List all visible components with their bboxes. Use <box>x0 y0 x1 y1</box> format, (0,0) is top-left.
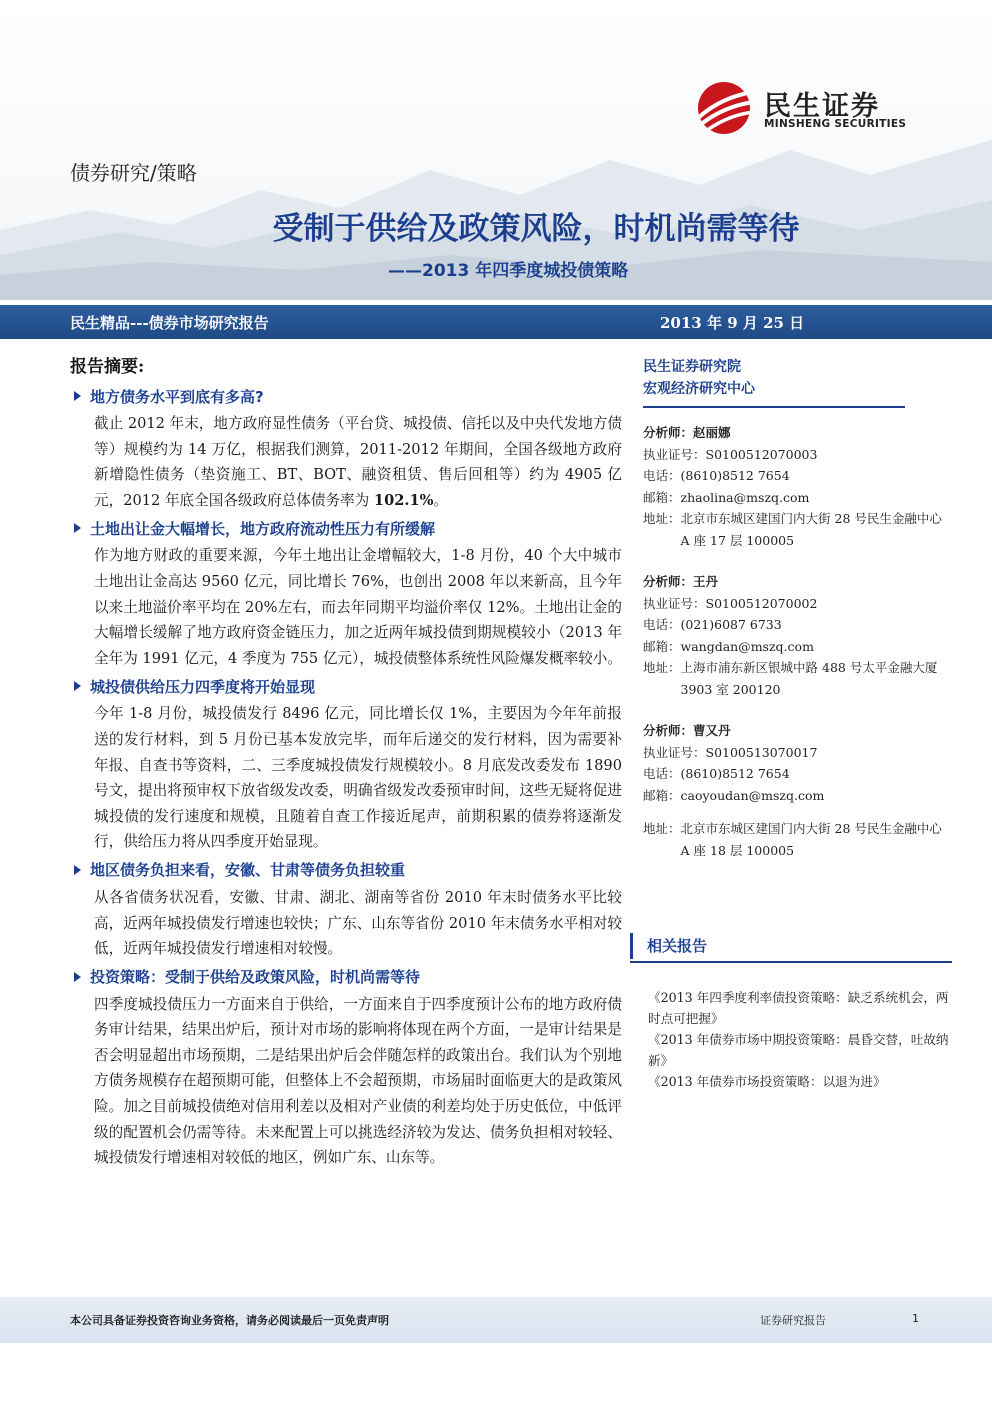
page-number: 1 <box>912 1312 919 1325</box>
report-header <box>0 0 992 300</box>
section-heading-text: 城投债供给压力四季度将开始显现 <box>90 677 316 696</box>
related-reports-title: 相关报告 <box>630 933 952 959</box>
related-report-link[interactable]: 《2013 年债券市场投资策略：以退为进》 <box>648 1074 886 1089</box>
section-heading <box>74 673 622 699</box>
section-heading-text: 土地出让金大幅增长，地方政府流动性压力有所缓解 <box>90 519 436 538</box>
mountain-background <box>0 0 992 300</box>
analyst-email: 邮箱：zhaolina@mszq.com <box>643 489 810 505</box>
analyst-name-row <box>643 571 943 593</box>
report-subtitle: ——2013 年四季度城投债策略 <box>388 261 629 281</box>
related-report-link[interactable]: 《2013 年四季度利率债投资策略：缺乏系统机会，两时点可把握》 <box>648 990 949 1026</box>
analyst-name-row <box>643 720 943 742</box>
report-title: 受制于供给及政策风险，时机尚需等待 <box>272 211 800 247</box>
logo-text-cn: 民生证券 <box>764 91 880 122</box>
address-label: 地址： <box>643 821 681 836</box>
analyst-address: 北京市东城区建国门内大街 28 号民生金融中心 A 座 18 层 100005 <box>680 821 942 858</box>
analyst-label: 分析师： <box>643 574 694 589</box>
analyst-name: 曹又丹 <box>693 723 731 738</box>
related-report-link[interactable]: 《2013 年债券市场中期投资策略：晨昏交替，吐故纳新》 <box>648 1032 949 1068</box>
analyst-name: 赵丽娜 <box>693 425 731 440</box>
report-category: 债券研究/策略 <box>70 161 197 185</box>
analyst-phone: 电话：(021)6087 6733 <box>643 617 782 632</box>
section-paragraph: 今年 1-8 月份，城投债发行 8496 亿元，同比增长仅 1%，主要因为今年年前报送的发行材料，到 5 月份已基本发放完毕，而年后递交的发行材料，因为需要补年报、自查书等资料，二、三季度城投债发行规模较小。8 月底发改委发布 1890 号文，提出将预审权下放省级发改委，明确省级发改委预审时间，这些无疑将促进城投债的发行速度和规模，且随着自查工作接近尾声，前期积累的债券将逐渐发行，供给压力将从四季度开始显现。 <box>94 705 622 851</box>
section-heading-text: 地方债务水平到底有多高? <box>90 387 264 406</box>
arrow-bullet-icon <box>74 391 81 401</box>
report-summary <box>70 352 622 1173</box>
arrow-bullet-icon <box>74 681 81 691</box>
section-paragraph: 作为地方财政的重要来源，今年土地出让金增幅较大，1-8 月份，40 个大中城市土地出让金高达 9560 亿元，同比增长 76%，也创出 2008 年以来新高，且今年以来土地溢价率平均在 20%左右，而去年同期平均溢价率仅 12%。土地出让金的大幅增长缓解了地方政府资金链压力，加之近两年城投债到期规模较小（2013 年全年为 1991 亿元，4 季度为 755 亿元），城投债整体系统性风险爆发概率较小。 <box>94 547 622 667</box>
institute-name: 民生证券研究院 <box>643 359 741 375</box>
address-label: 地址： <box>643 511 681 526</box>
sidebar-divider <box>643 406 905 408</box>
section-heading <box>74 857 622 883</box>
analyst-cert: 执业证号：S0100513070017 <box>643 744 818 760</box>
arrow-bullet-icon <box>74 523 81 533</box>
section-heading <box>74 515 622 541</box>
analyst-email: 邮箱：wangdan@mszq.com <box>643 638 814 654</box>
analyst-phone: 电话：(8610)8512 7654 <box>643 468 790 483</box>
analyst-name: 王丹 <box>693 574 719 589</box>
summary-title: 报告摘要: <box>70 357 145 377</box>
arrow-bullet-icon <box>74 865 81 875</box>
arrow-bullet-icon <box>74 972 81 982</box>
section-heading-text: 地区债务负担来看，安徽、甘肃等债务负担较重 <box>90 861 406 880</box>
analyst-card <box>643 571 943 700</box>
author-sidebar <box>643 356 943 881</box>
series-band <box>0 305 992 339</box>
research-center-name: 宏观经济研究中心 <box>643 381 755 397</box>
minsheng-logo-icon <box>690 78 760 138</box>
paragraph-text: 截止 2012 年末，地方政府显性债务（平台贷、城投债、信托以及中央代发地方债等）规模约为 14 万亿，根据我们测算，2011-2012 年期间，全国各级地方政府新增隐性债务（垫资施工、BT、BOT、融资租赁、售后回租等）约为 4905 亿元，2012 年底全国各级政府总体债务率为 <box>94 415 623 509</box>
section-paragraph: 从各省债务状况看，安徽、甘肃、湖北、湖南等省份 2010 年末时债务水平比较高，近两年城投债发行增速也较快；广东、山东等省份 2010 年末债务水平相对较低，近两年城投债发行增速相对较慢。 <box>94 888 623 958</box>
series-name: 民生精品---债券市场研究报告 <box>70 314 269 332</box>
analyst-cert: 执业证号：S0100512070003 <box>643 446 818 462</box>
paragraph-bold-value: 102.1% <box>373 491 434 509</box>
analyst-address: 上海市浦东新区银城中路 488 号太平金融大厦 3903 室 200120 <box>680 660 938 697</box>
address-label: 地址： <box>643 660 681 675</box>
paragraph-tail: 。 <box>433 491 449 509</box>
footer-disclaimer: 本公司具备证券投资咨询业务资格，请务必阅读最后一页免责声明 <box>70 1314 389 1327</box>
analyst-card <box>643 422 943 551</box>
section-heading <box>74 964 622 990</box>
analyst-phone: 电话：(8610)8512 7654 <box>643 766 790 781</box>
analyst-cert: 执业证号：S0100512070002 <box>643 595 818 611</box>
analyst-address-row <box>643 508 943 551</box>
analyst-label: 分析师： <box>643 723 694 738</box>
section-heading <box>74 383 622 409</box>
analyst-address-row <box>643 657 943 700</box>
logo-text-en: MINSHENG SECURITIES <box>764 118 907 130</box>
related-reports <box>630 933 952 1092</box>
section-paragraph <box>94 411 622 513</box>
related-list <box>630 987 952 1092</box>
analyst-card <box>643 720 943 861</box>
footer-report-type: 证券研究报告 <box>760 1314 826 1327</box>
related-divider <box>630 961 952 963</box>
section-paragraph: 四季度城投债压力一方面来自于供给，一方面来自于四季度预计公布的地方政府债务审计结果，结果出炉后，预计对市场的影响将体现在两个方面，一是审计结果是否会明显超出市场预期，二是结果出炉后会伴随怎样的政策出台。我们认为个别地方债务规模存在超预期可能，但整体上不会超预期，市场届时面临更大的是政策风险。加之目前城投债绝对信用利差以及相对产业债的利差均处于历史低位，中低评级的配置机会仍需等待。未来配置上可以挑选经济较为发达、债务负担相对较轻、城投债发行增速相对较低的地区，例如广东、山东等。 <box>94 995 622 1167</box>
page-footer <box>0 1297 992 1343</box>
analyst-label: 分析师： <box>643 425 694 440</box>
analyst-email: 邮箱：caoyoudan@mszq.com <box>643 787 825 803</box>
analyst-name-row <box>643 422 943 444</box>
analyst-address: 北京市东城区建国门内大街 28 号民生金融中心 A 座 17 层 100005 <box>680 511 942 548</box>
report-date: 2013 年 9 月 25 日 <box>660 314 805 332</box>
analyst-address-row <box>643 818 943 861</box>
section-heading-text: 投资策略：受制于供给及政策风险，时机尚需等待 <box>90 968 421 987</box>
minsheng-logo <box>690 78 930 138</box>
